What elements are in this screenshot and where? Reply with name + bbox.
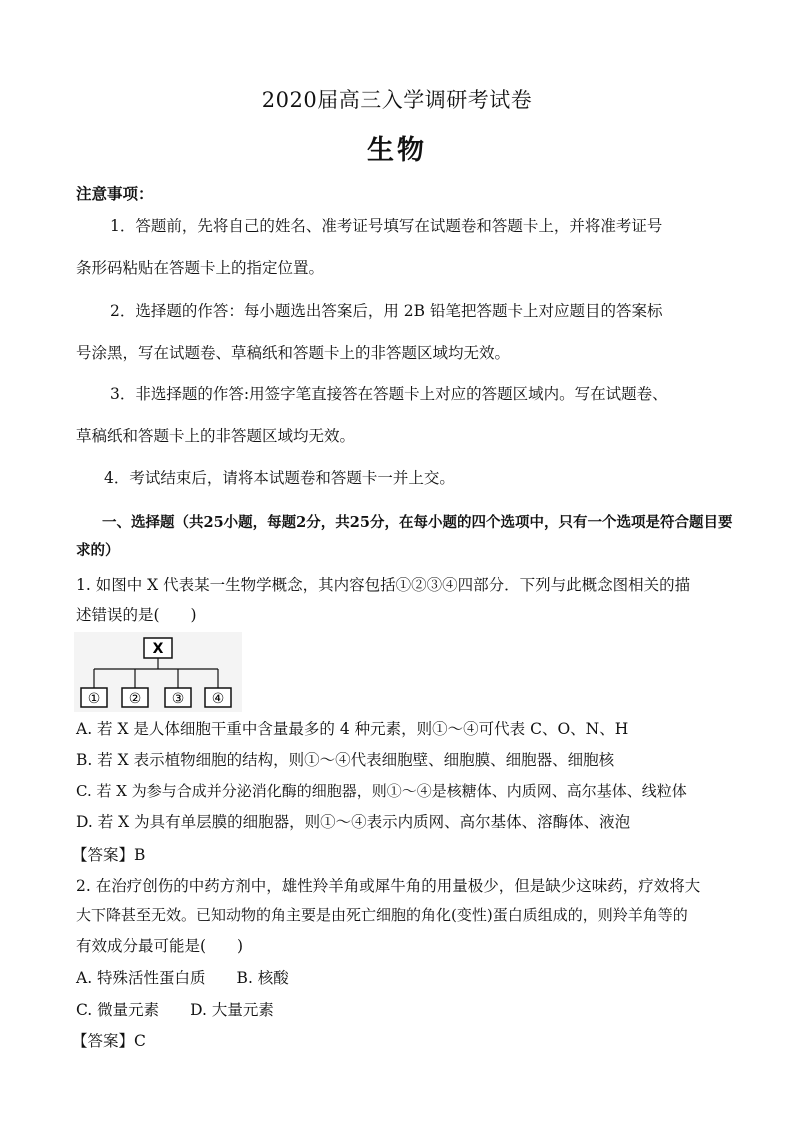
subject-title: 生物 [367,135,427,166]
concept-diagram [74,632,242,712]
diagram-root-label: X [152,641,164,657]
diagram-child-label: ① [87,691,101,707]
q1-option-b: B. 若 X 表示植物细胞的结构，则①～④代表细胞壁、细胞膜、细胞器、细胞核 [76,751,615,769]
diagram-root-box [144,638,172,658]
notice-item-1-cont: 条形码粘贴在答题卡上的指定位置。 [76,259,325,277]
q1-answer: 【答案】B [72,846,146,864]
q1-option-c: C. 若 X 为参与合成并分泌消化酶的细胞器，则①～④是核糖体、内质网、高尔基体、线粒体 [76,782,687,800]
diagram-child-box-1 [81,688,107,707]
diagram-child-box-4 [205,688,231,707]
diagram-child-label: ③ [171,691,185,707]
q2-options-row-1: A. 特殊活性蛋白质 B. 核酸 [76,969,289,987]
diagram-child-label: ② [128,691,142,707]
diagram-child-box-2 [122,688,148,707]
q2-stem-cont-1: 大下降甚至无效。已知动物的角主要是由死亡细胞的角化(变性)蛋白质组成的，则羚羊角等的 [76,906,688,924]
notice-item-2-cont: 号涂黑，写在试题卷、草稿纸和答题卡上的非答题区域均无效。 [76,344,511,362]
diagram-child-label: ④ [211,691,225,707]
section-heading-cont: 求的） [76,542,120,559]
q2-answer: 【答案】C [72,1032,146,1050]
notice-heading: 注意事项： [76,184,154,203]
section-heading: 一、选择题（共25小题，每题2分，共25分，在每小题的四个选项中，只有一个选项是符合题目要 [102,514,733,531]
q1-option-d: D. 若 X 为具有单层膜的细胞器，则①～④表示内质网、高尔基体、溶酶体、液泡 [76,813,631,831]
q1-stem: 1. 如图中 X 代表某一生物学概念，其内容包括①②③④四部分．下列与此概念图相关的描 [76,576,691,594]
q2-options-row-2: C. 微量元素 D. 大量元素 [76,1001,274,1019]
exam-title: 2020届高三入学调研考试卷 [261,88,533,112]
q1-stem-cont: 述错误的是( ) [76,606,197,624]
q1-option-a: A. 若 X 是人体细胞干重中含量最多的 4 种元素，则①～④可代表 C、O、N、H [76,720,629,738]
notice-item-4: 4．考试结束后，请将本试题卷和答题卡一并上交。 [104,469,455,487]
notice-item-1: 1．答题前，先将自己的姓名、准考证号填写在试题卷和答题卡上，并将准考证号 [110,217,663,235]
q2-stem-cont-2: 有效成分最可能是( ) [76,937,244,955]
notice-item-3-cont: 草稿纸和答题卡上的非答题区域均无效。 [76,427,356,445]
notice-item-2: 2．选择题的作答：每小题选出答案后，用 2B 铅笔把答题卡上对应题目的答案标 [110,302,663,320]
q2-stem: 2. 在治疗创伤的中药方剂中，雄性羚羊角或犀牛角的用量极少，但是缺少这味药，疗效将大 [76,877,701,895]
diagram-child-box-3 [165,688,191,707]
notice-item-3: 3．非选择题的作答:用签字笔直接答在答题卡上对应的答题区域内。写在试题卷、 [110,385,668,403]
